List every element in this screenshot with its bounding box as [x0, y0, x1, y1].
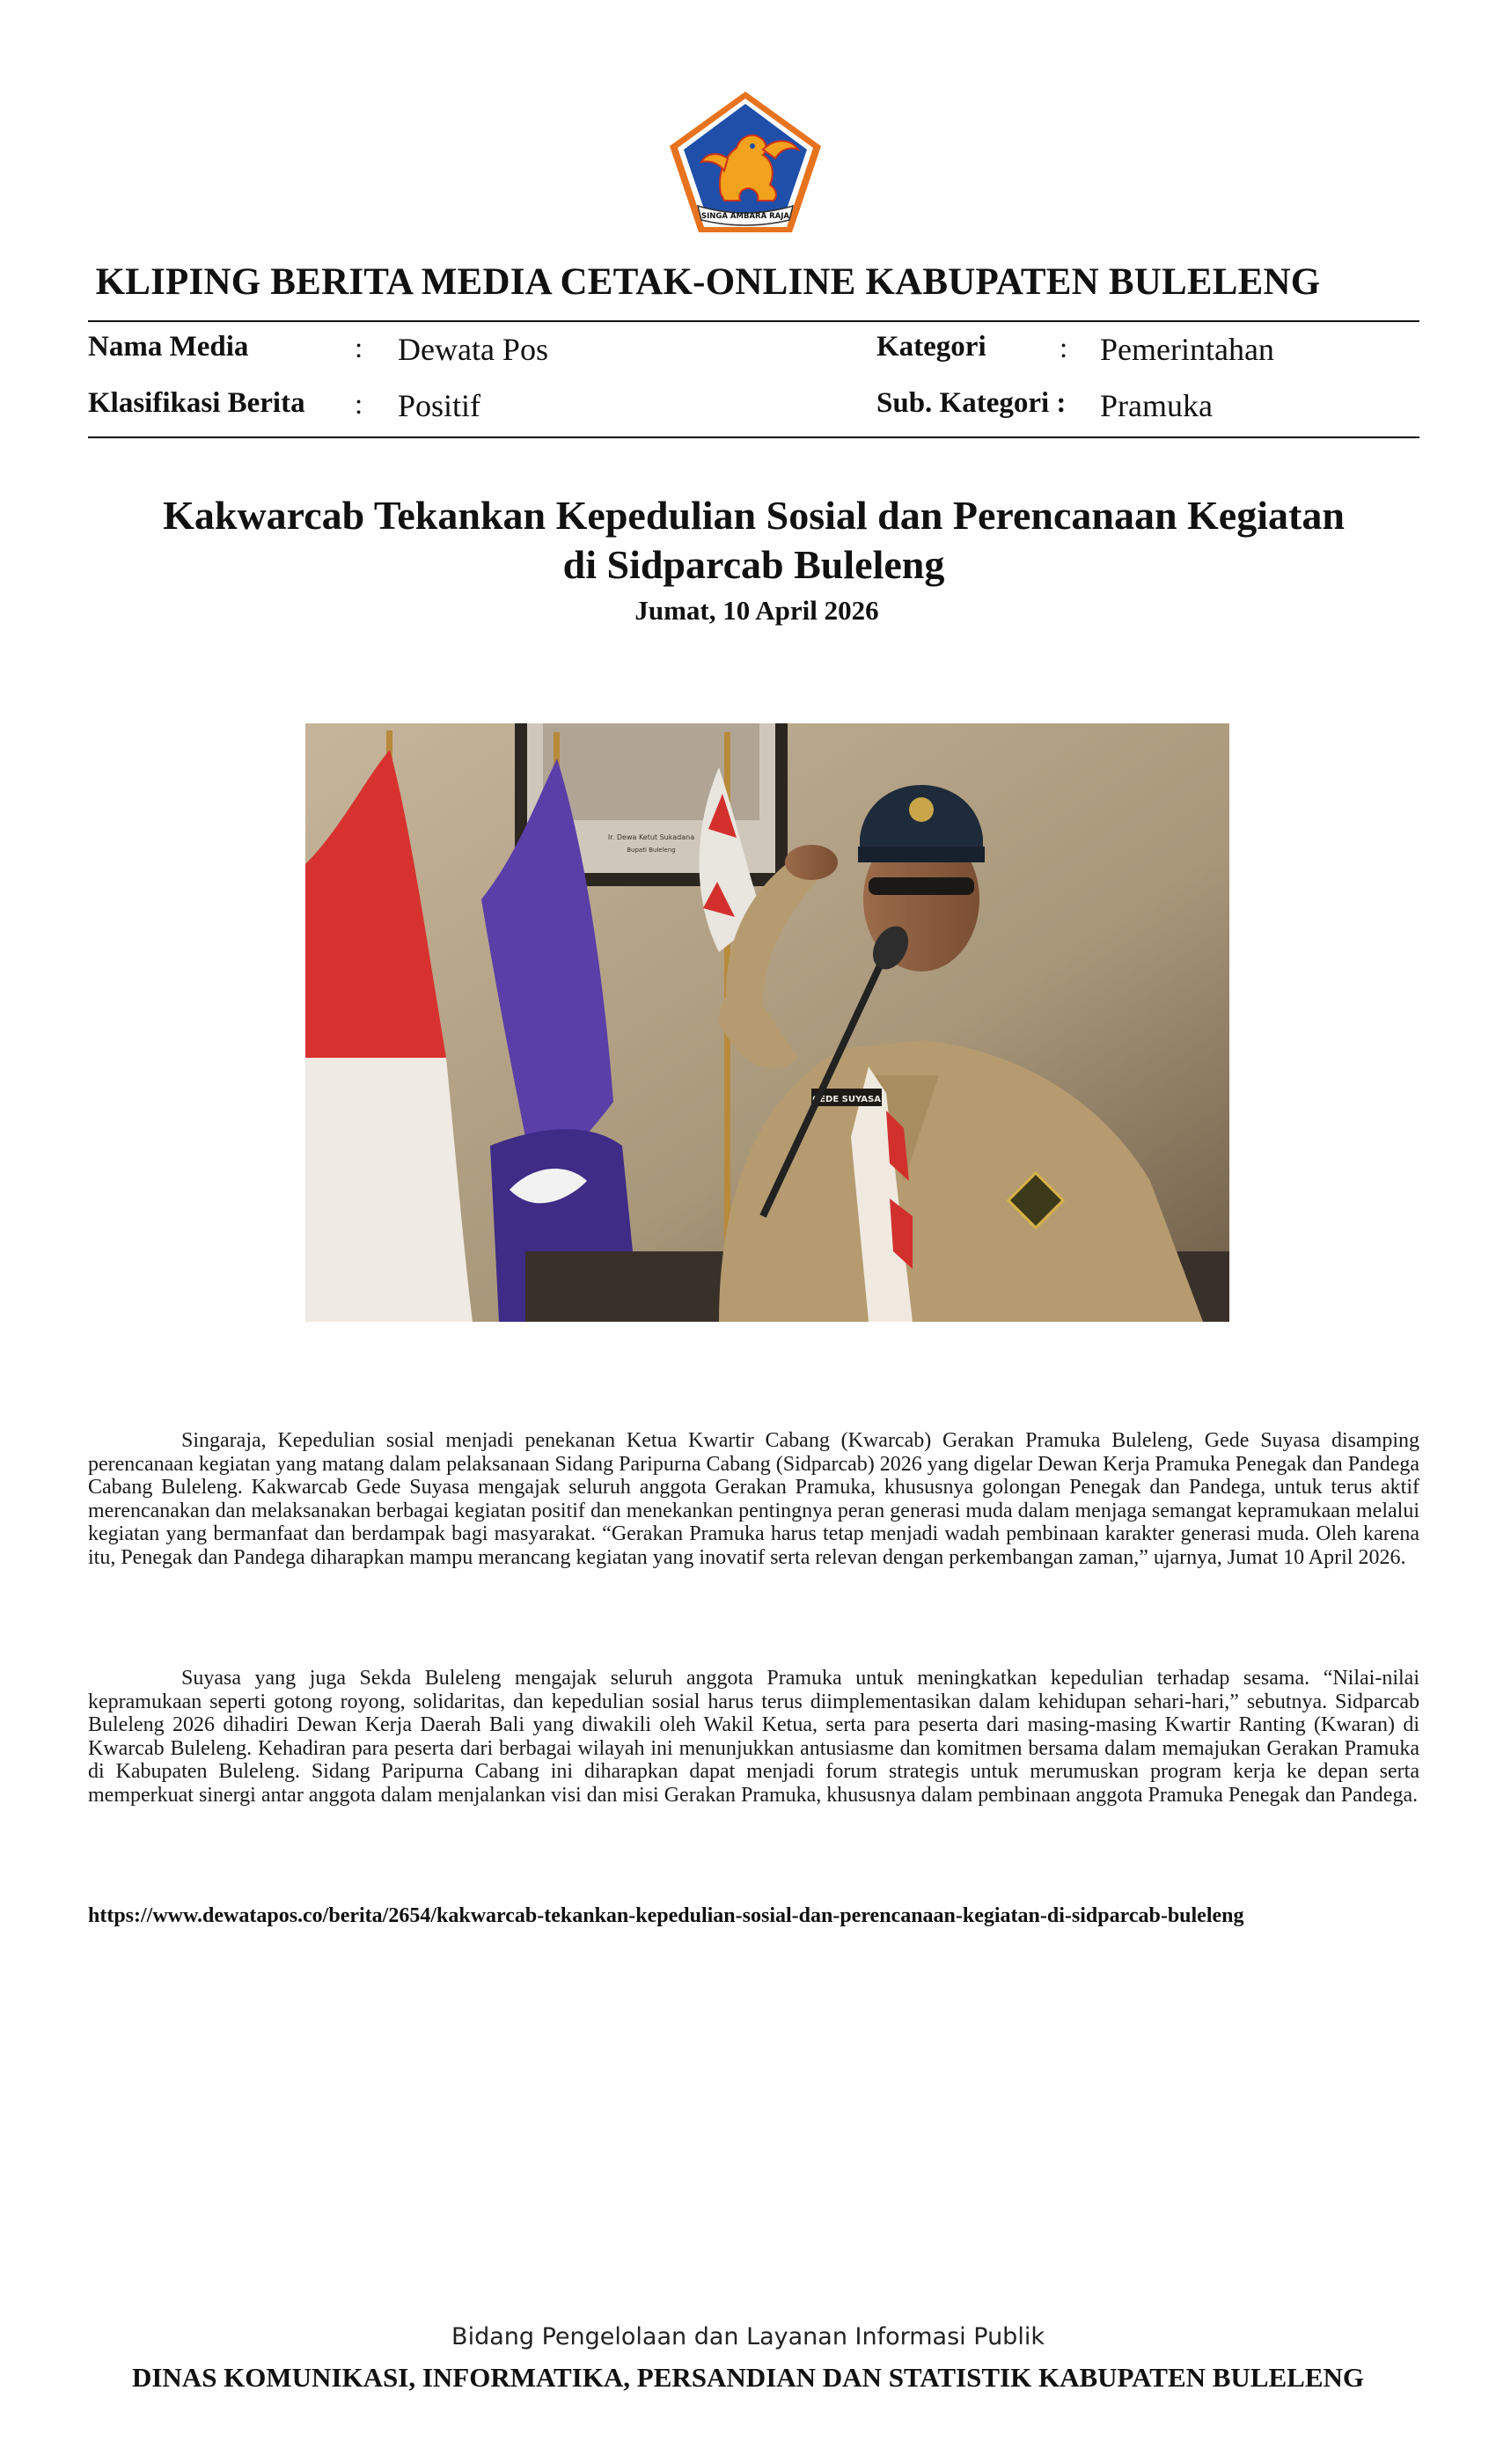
klasifikasi-label: Klasifikasi Berita [88, 387, 305, 419]
article-paragraph-2-text: Suyasa yang juga Sekda Buleleng mengajak seluruh anggota Pramuka untuk meningkatkan kepedulian terhadap sesama. “Nilai-nilai kepramukaan seperti gotong royong, solidaritas, dan kepedulian sosial harus terus diimplementasikan dalam kehidupan sehari-hari,” sebutnya. Sidparcab Buleleng 2026 dihadiri Dewan Kerja Daerah Bali yang diwakili oleh Wakil Ketua, serta para peserta dari masing-masing Kwartir Ranting (Kwaran) di Kwarcab Buleleng. Kehadiran para peserta dari berbagai wilayah ini menunjukkan antusiasme dan komitmen bersama dalam memajukan Gerakan Pramuka di Kabupaten Buleleng. Sidang Paripurna Cabang ini diharapkan dapat menjadi forum strategis untuk merumuskan program kerja ke depan serta memperkuat sinergi antar anggota dalam menjalankan visi dan misi Gerakan Pramuka, khususnya dalam pembinaan anggota Pramuka Penegak dan Pandega. [88, 1667, 1419, 1807]
footer-office: DINAS KOMUNIKASI, INFORMATIKA, PERSANDIAN DAN STATISTIK KABUPATEN BULELENG [131, 2362, 1365, 2393]
nama-media-value: Dewata Pos [398, 332, 548, 367]
photo-frame-caption-1: Ir. Dewa Ketut Sukadana [607, 833, 695, 841]
document-title: KLIPING BERITA MEDIA CETAK-ONLINE KABUPATEN BULELENG [95, 261, 1321, 303]
klasifikasi-colon: : [355, 389, 363, 421]
sub-kategori-value: Pramuka [1100, 388, 1213, 423]
kategori-colon: : [1060, 333, 1068, 364]
article-title-line-2: di Sidparcab Buleleng [562, 542, 945, 587]
photo-frame-caption-2: Bupati Buleleng [627, 847, 676, 854]
photo-name-badge: GEDE SUYASA [812, 1095, 881, 1104]
article-photo [305, 723, 1229, 1322]
divider-bottom [88, 436, 1419, 438]
article-title-line-1: Kakwarcab Tekankan Kepedulian Sosial dan Perencanaan Kegiatan [163, 493, 1345, 538]
sub-kategori-label: Sub. Kategori : [876, 387, 1067, 419]
kategori-label: Kategori [876, 331, 986, 363]
nama-media-label: Nama Media [88, 331, 249, 363]
source-url-link[interactable]: https://www.dewatapos.co/berita/2654/kakwarcab-tekankan-kepedulian-sosial-dan-perencanaan-kegiatan-di-sidparcab-buleleng [88, 1904, 1244, 1927]
article-paragraph-1-text: Singaraja, Kepedulian sosial menjadi penekanan Ketua Kwartir Cabang (Kwarcab) Gerakan Pramuka Buleleng, Gede Suyasa disamping perencanaan kegiatan yang matang dalam pelaksanaan Sidang Paripurna Cabang (Sidparcab) 2026 yang digelar Dewan Kerja Pramuka Penegak dan Pandega Cabang Buleleng. Kakwarcab Gede Suyasa mengajak seluruh anggota Gerakan Pramuka, khususnya golongan Penegak dan Pandega, untuk terus aktif merencanakan dan melaksanakan berbagai kegiatan positif dan menekankan pentingnya peran generasi muda dalam menjaga semangat kepramukaan melalui kegiatan yang bermanfaat dan berdampak bagi masyarakat. “Gerakan Pramuka harus tetap menjadi wadah pembinaan karakter generasi muda. Oleh karena itu, Penegak dan Pandega diharapkan mampu merancang kegiatan yang inovatif serta relevan dengan perkembangan zaman,” ujarnya, Jumat 10 April 2026. [88, 1429, 1419, 1569]
article-date: Jumat, 10 April 2026 [634, 595, 879, 626]
nama-media-colon: : [355, 333, 363, 364]
footer-unit: Bidang Pengelolaan dan Layanan Informasi Publik [451, 2323, 1045, 2350]
buleleng-emblem-logo [666, 88, 825, 236]
divider-top [88, 320, 1419, 322]
article-paragraph-1 [88, 1429, 1419, 1569]
article-title [88, 491, 1419, 590]
kategori-value: Pemerintahan [1100, 332, 1274, 367]
logo-motto: SINGA AMBARA RAJA [701, 212, 789, 221]
article-paragraph-2 [88, 1667, 1419, 1807]
klasifikasi-value: Positif [398, 388, 481, 423]
